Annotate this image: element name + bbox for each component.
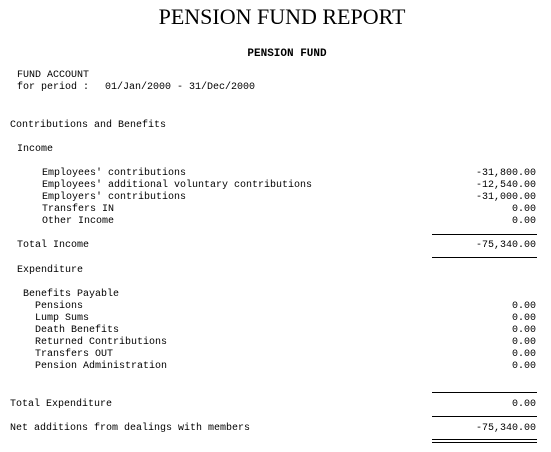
- income-row-amount: -31,800.00: [475, 168, 536, 179]
- benefit-row-label: Returned Contributions: [35, 337, 168, 348]
- benefit-row-amount: 0.00: [511, 349, 536, 360]
- income-row-label: Employers' contributions: [42, 192, 187, 203]
- total-income-amount: -75,340.00: [475, 240, 536, 251]
- total-income-label: Total Income: [17, 240, 90, 251]
- report-title: PENSION FUND REPORT: [158, 4, 406, 29]
- income-row-label: Employees' contributions: [42, 168, 187, 179]
- benefit-row-label: Lump Sums: [35, 313, 90, 324]
- report-subtitle: PENSION FUND: [247, 48, 327, 60]
- expenditure-heading: Expenditure: [17, 265, 84, 276]
- total-expenditure-label: Total Expenditure: [10, 399, 113, 410]
- income-row-label: Other Income: [42, 216, 115, 227]
- benefit-row-label: Pension Administration: [35, 361, 168, 372]
- income-row-amount: -12,540.00: [475, 180, 536, 191]
- total-expenditure-amount: 0.00: [511, 399, 536, 410]
- total-rule: [432, 416, 537, 417]
- benefit-row-amount: 0.00: [511, 361, 536, 372]
- net-additions-amount: -75,340.00: [475, 423, 536, 434]
- income-row-amount: 0.00: [511, 204, 536, 215]
- benefit-row-amount: 0.00: [511, 325, 536, 336]
- benefit-row-label: Pensions: [35, 301, 84, 312]
- period-label: for period :: [17, 82, 90, 93]
- income-row-label: Employees' additional voluntary contributions: [42, 180, 313, 191]
- income-row-amount: -31,000.00: [475, 192, 536, 203]
- benefit-row-label: Death Benefits: [35, 325, 120, 336]
- fund-account-label: FUND ACCOUNT: [17, 70, 90, 81]
- benefit-row-amount: 0.00: [511, 337, 536, 348]
- benefit-row-amount: 0.00: [511, 301, 536, 312]
- subtotal-rule: [432, 234, 537, 235]
- net-additions-label: Net additions from dealings with members: [10, 423, 251, 434]
- double-rule-bottom: [432, 442, 537, 443]
- total-rule: [432, 257, 537, 258]
- benefits-payable-heading: Benefits Payable: [23, 289, 120, 300]
- income-row-amount: 0.00: [511, 216, 536, 227]
- benefit-row-amount: 0.00: [511, 313, 536, 324]
- benefit-row-label: Transfers OUT: [35, 349, 114, 360]
- income-heading: Income: [17, 144, 54, 155]
- income-row-label: Transfers IN: [42, 204, 115, 215]
- double-rule-top: [432, 439, 537, 440]
- contributions-heading: Contributions and Benefits: [10, 120, 167, 131]
- period-value: 01/Jan/2000 - 31/Dec/2000: [105, 82, 256, 93]
- subtotal-rule: [432, 392, 537, 393]
